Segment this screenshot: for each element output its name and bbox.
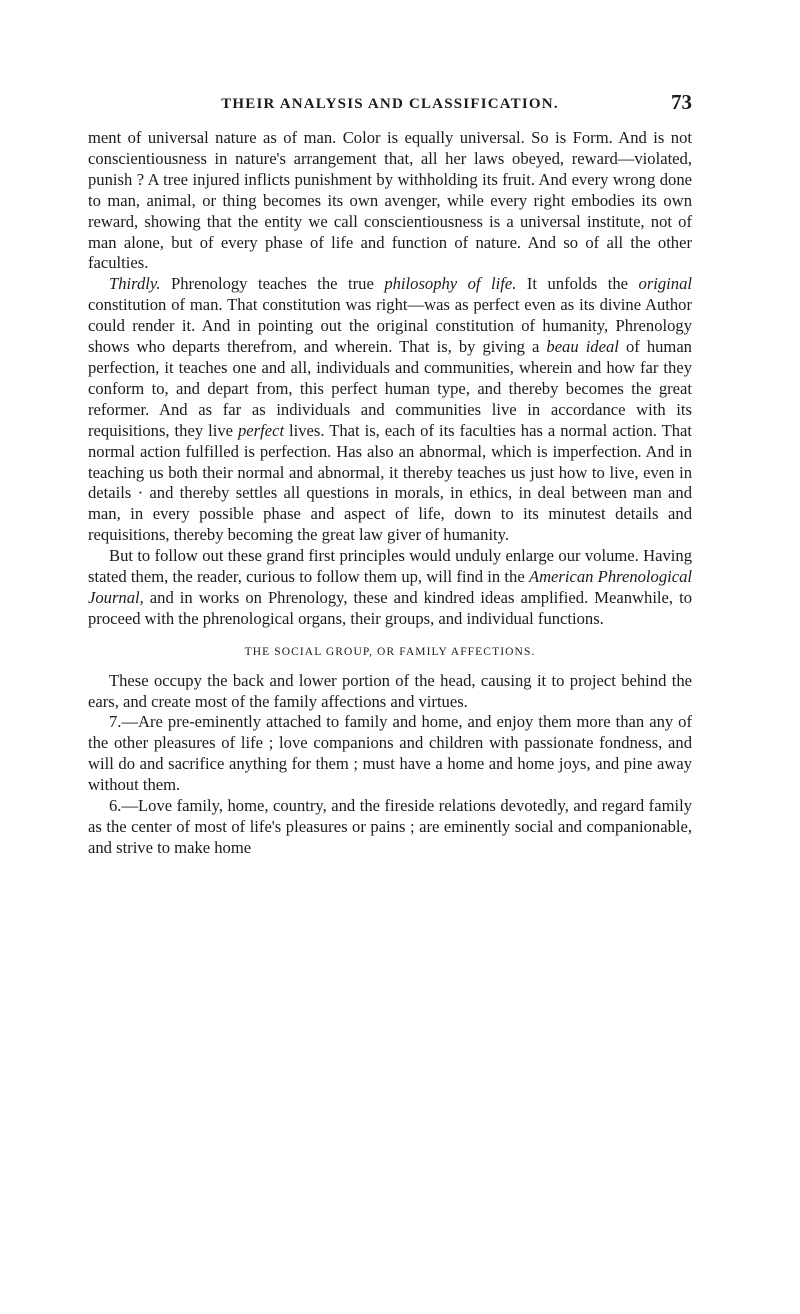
paragraph-first-principles [88,546,692,630]
emphasis-perfect: perfect [237,420,285,440]
paragraph-degree-6 [88,796,692,859]
paragraph-thirdly [88,274,692,546]
paragraph-text: and in works on Phrenology, these and kindred ideas amplified. Meanwhile, to proceed with the phrenological organs, their groups, and individual functions. [88,587,692,628]
paragraph-text: 7.—Are pre-eminently attached to family and home, and enjoy them more than any of the other pleasures of life ; love companions and children with passionate fondness, and will do and sacrifice anything for them ; must have a home and home joys, and pine away without them. [88,712,692,795]
page-body [88,128,692,859]
paragraph-text: These occupy the back and lower portion of the head, causing it to project behind the ears, and create most of the family affections and virtues. [88,670,692,711]
paragraph-text: Phrenology teaches the true [160,274,385,294]
paragraph-group-intro [88,671,692,713]
emphasis-philosophy: philosophy of life. [384,274,517,294]
paragraph-text: of human perfection, it teaches one and all, individuals and communities, wherein and how far they conform to, and depart from, this perfect human type, and thereby becomes the great reformer. And as far as individuals and communities live in accordance with its requisitions, they live [88,337,692,440]
running-head [88,90,692,116]
paragraph-text: 6.—Love family, home, country, and the fireside relations devotedly, and regard family as the center of most of life's pleasures or pains ; are eminently social and companionable, and strive to make home [88,796,692,857]
emphasis-journal-title: American Phrenological Journal, [88,567,692,607]
page-number: 73 [671,90,692,114]
emphasis-beau-ideal: beau ideal [546,337,619,357]
running-title: THEIR ANALYSIS AND CLASSIFICATION. [221,96,559,112]
paragraph-text: constitution of man. That constitution was right—was as perfect even as its divine Author could render it. And in pointing out the original constitution of humanity, Phrenology shows who departs therefrom, and wherein. That is, by giving a [88,295,692,357]
emphasis-original: original [638,274,692,294]
paragraph-degree-7 [88,712,692,796]
paragraph-text: It unfolds the [516,274,639,294]
paragraph-text: lives. That is, each of its faculties has a normal action. That normal action fulfilled is perfection. Has also an abnormal, which is imperfection. And in teaching us both their normal and abnormal, it thereby teaches us just how to live, even in details · and thereby settles all questions in morals, in ethics, in deal between man and man, in every possible phase and aspect of life, down to its minutest details and requisitions, thereby becoming the great law giver of humanity. [88,420,693,545]
paragraph-lead: Thirdly. [109,274,161,294]
section-heading: THE SOCIAL GROUP, OR FAMILY AFFECTIONS. [244,645,536,658]
paragraph-continuation [88,128,692,274]
paragraph-text: ment of universal nature as of man. Color is equally universal. So is Form. And is not conscientiousness in nature's arrangement that, all her laws obeyed, reward—violated, punish ? A tree injured inflicts punishment by withholding its fruit. And every wrong done to man, animal, or thing becomes its own avenger, while every right embodies its own reward, showing that the entity we call conscientiousness is a universal institute, not of man alone, but of every phase of life and function of nature. And so of all the other faculties. [88,128,692,273]
paragraph-text: But to follow out these grand first principles would unduly enlarge our volume. Having stated them, the reader, curious to follow them up, will find in the [88,546,692,587]
